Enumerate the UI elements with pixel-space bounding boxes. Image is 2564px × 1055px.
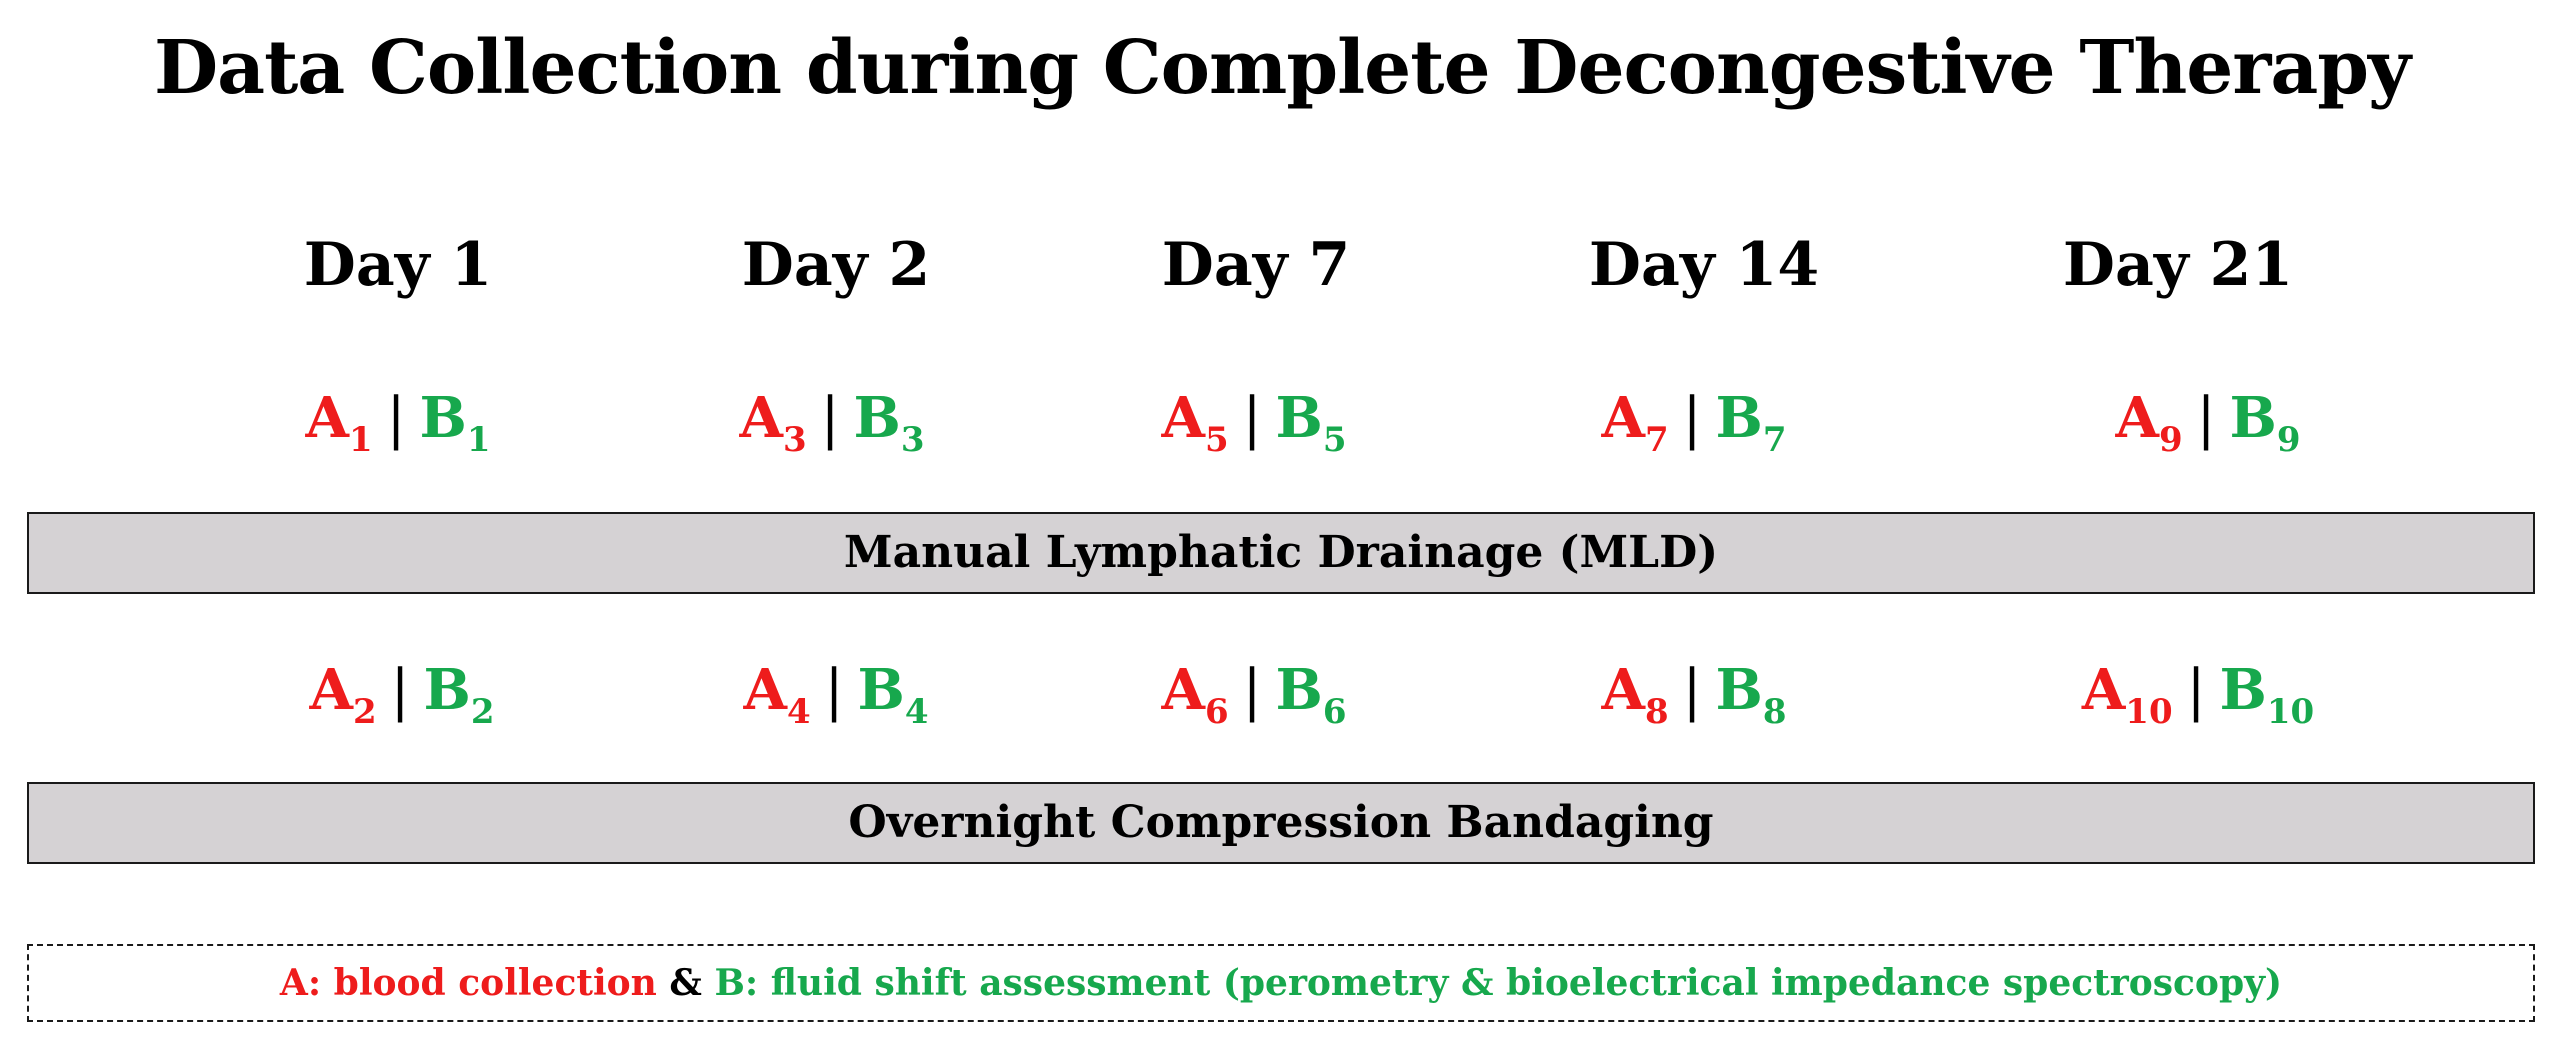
blood-collection-mark: $A_9$	[2115, 385, 2183, 460]
pair-separator: |	[1242, 386, 1262, 451]
blood-collection-mark: $A_2$	[309, 657, 377, 732]
collection-pair-a5-b5	[1074, 378, 1434, 459]
pair-separator: |	[2186, 658, 2206, 723]
collection-pair-a6-b6	[1074, 650, 1434, 731]
fluid-shift-mark: $B_2$	[423, 657, 495, 732]
day-14-label: Day 14	[1588, 230, 1820, 300]
blood-collection-mark: $A_8$	[1601, 657, 1669, 732]
pair-separator: |	[390, 658, 410, 723]
pair-separator: |	[1682, 658, 1702, 723]
fluid-shift-mark: $B_8$	[1715, 657, 1787, 732]
fluid-shift-mark: $B_3$	[853, 385, 925, 460]
collection-pair-a2-b2	[222, 650, 582, 731]
legend-a-text: A: blood collection	[279, 962, 657, 1004]
day-21-label: Day 21	[2062, 230, 2294, 300]
fluid-shift-mark: $B_9$	[2229, 385, 2301, 460]
blood-collection-mark: $A_6$	[1161, 657, 1229, 732]
collection-pair-a4-b4	[656, 650, 1016, 731]
pair-separator: |	[1242, 658, 1262, 723]
pair-separator: |	[2196, 386, 2216, 451]
day-7-label: Day 7	[1161, 230, 1351, 300]
day-1-label: Day 1	[303, 230, 493, 300]
blood-collection-mark: $A_3$	[739, 385, 807, 460]
collection-pair-a7-b7	[1514, 378, 1874, 459]
mld-bar: Manual Lymphatic Drainage (MLD)	[27, 512, 2535, 594]
fluid-shift-mark: $B_6$	[1275, 657, 1347, 732]
pair-separator: |	[386, 386, 406, 451]
collection-pair-a10-b10	[2018, 650, 2378, 731]
fluid-shift-mark: $B_1$	[419, 385, 491, 460]
compression-bandaging-bar: Overnight Compression Bandaging	[27, 782, 2535, 864]
pair-separator: |	[824, 658, 844, 723]
collection-pair-a9-b9	[2028, 378, 2388, 459]
fluid-shift-mark: $B_{10}$	[2219, 657, 2315, 732]
blood-collection-mark: $A_4$	[743, 657, 811, 732]
pair-separator: |	[820, 386, 840, 451]
blood-collection-mark: $A_7$	[1601, 385, 1669, 460]
legend-b-text: B: fluid shift assessment (perometry & bioelectrical impedance spectroscopy)	[714, 962, 2283, 1004]
legend-ampersand: &	[669, 962, 702, 1004]
collection-pair-a3-b3	[652, 378, 1012, 459]
blood-collection-mark: $A_{10}$	[2081, 657, 2173, 732]
fluid-shift-mark: $B_7$	[1715, 385, 1787, 460]
pair-separator: |	[1682, 386, 1702, 451]
collection-pair-a1-b1	[218, 378, 578, 459]
collection-pair-a8-b8	[1514, 650, 1874, 731]
fluid-shift-mark: $B_4$	[857, 657, 929, 732]
blood-collection-mark: $A_5$	[1161, 385, 1229, 460]
blood-collection-mark: $A_1$	[305, 385, 373, 460]
day-2-label: Day 2	[741, 230, 931, 300]
legend-box	[27, 944, 2535, 1022]
diagram-title: Data Collection during Complete Decongestive Therapy	[153, 25, 2411, 111]
fluid-shift-mark: $B_5$	[1275, 385, 1347, 460]
